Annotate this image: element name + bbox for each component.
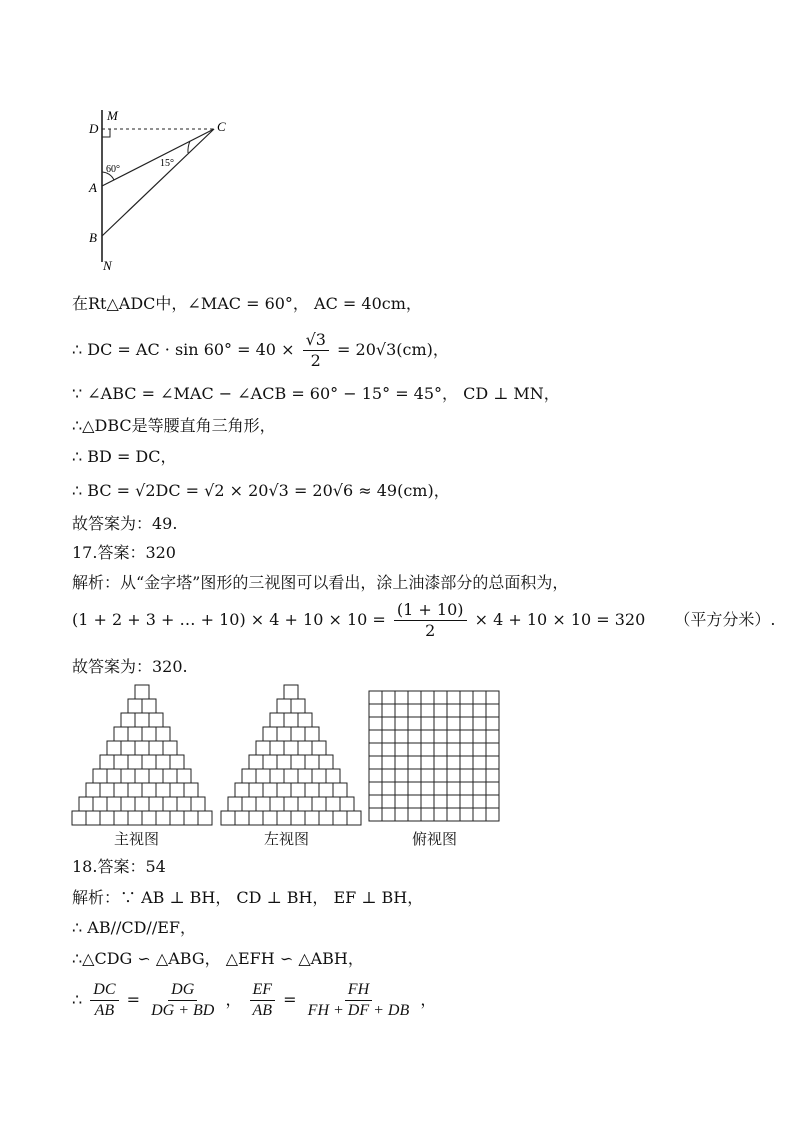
q16-line-5: ∴ BD = DC， — [72, 447, 177, 466]
grid-cell — [486, 756, 499, 769]
fraction-fh-sum — [305, 980, 413, 1021]
pyramid-block — [263, 783, 277, 797]
grid-cell — [486, 717, 499, 730]
grid-cell — [447, 691, 460, 704]
grid-cell — [369, 717, 382, 730]
fraction-denominator: 2 — [425, 621, 436, 640]
grid-cell — [434, 808, 447, 821]
pyramid-block — [114, 727, 128, 741]
pyramid-block — [135, 797, 149, 811]
grid-cell — [473, 795, 486, 808]
pyramid-block — [177, 769, 191, 783]
pyramid-block — [163, 769, 177, 783]
pyramid-block — [135, 713, 149, 727]
pyramid-block — [149, 741, 163, 755]
fraction-denominator: AB — [252, 1002, 273, 1019]
pyramid-block — [235, 783, 249, 797]
pyramid-block — [128, 727, 142, 741]
line-bc — [102, 129, 214, 236]
pyramid-block — [298, 741, 312, 755]
pyramid-block — [305, 783, 319, 797]
angle-label-a: 60° — [106, 164, 120, 175]
pyramid-block — [333, 811, 347, 825]
grid-cell — [434, 795, 447, 808]
label-m: M — [107, 108, 118, 123]
grid-cell — [434, 691, 447, 704]
pyramid-block — [156, 811, 170, 825]
pyramid-block — [100, 755, 114, 769]
pyramid-block — [298, 769, 312, 783]
grid-cell — [473, 769, 486, 782]
pyramid-block — [284, 685, 298, 699]
grid-cell — [473, 704, 486, 717]
grid-cell — [408, 717, 421, 730]
grid-cell — [473, 756, 486, 769]
pyramid-block — [319, 783, 333, 797]
grid-cell — [382, 769, 395, 782]
pyramid-block — [93, 797, 107, 811]
fraction-ef-ab — [250, 980, 276, 1021]
comma: ， — [225, 990, 247, 1009]
grid-cell — [395, 808, 408, 821]
pyramid-block — [93, 769, 107, 783]
pyramid-block — [291, 727, 305, 741]
grid-cell — [395, 730, 408, 743]
grid-cell — [421, 782, 434, 795]
pyramid-block — [277, 783, 291, 797]
label-c: C — [217, 119, 226, 134]
fraction-sum — [394, 600, 467, 641]
pyramid-block — [128, 811, 142, 825]
grid-cell — [486, 704, 499, 717]
q16-line-2-post: = 20√3(cm)， — [337, 340, 449, 359]
pyramid-block — [298, 797, 312, 811]
grid-cell — [460, 795, 473, 808]
grid-cell — [447, 808, 460, 821]
pyramid-block — [277, 811, 291, 825]
pyramid-block — [121, 713, 135, 727]
pyramid-block — [305, 755, 319, 769]
grid-cell — [421, 795, 434, 808]
therefore-symbol: ∴ — [72, 990, 83, 1009]
grid-cell — [421, 743, 434, 756]
grid-cell — [382, 782, 395, 795]
pyramid-block — [277, 699, 291, 713]
grid-cell — [473, 730, 486, 743]
grid-cell — [447, 704, 460, 717]
grid-cell — [369, 795, 382, 808]
pyramid-block — [142, 783, 156, 797]
fraction-denominator: AB — [94, 1002, 115, 1019]
caption-top-view: 俯视图 — [412, 830, 458, 848]
grid-cell — [434, 704, 447, 717]
grid-cell — [421, 769, 434, 782]
pyramid-block — [291, 699, 305, 713]
grid-cell — [473, 782, 486, 795]
q17-formula-post: × 4 + 10 × 10 = 320 — [474, 610, 646, 629]
pyramid-block — [291, 811, 305, 825]
grid-cell — [421, 756, 434, 769]
pyramid-block — [333, 783, 347, 797]
grid-cell — [382, 691, 395, 704]
grid-cell — [473, 808, 486, 821]
pyramid-block — [135, 685, 149, 699]
q16-line-3: ∵ ∠ABC = ∠MAC − ∠ACB = 60° − 15° = 45°， CD ⊥ MN， — [72, 384, 560, 403]
front-view-pyramid — [72, 685, 212, 825]
grid-cell — [460, 717, 473, 730]
fraction-denominator: FH + DF + DB — [307, 1002, 410, 1019]
pyramid-block — [184, 783, 198, 797]
grid-cell — [382, 743, 395, 756]
pyramid-block — [107, 741, 121, 755]
right-angle-mark — [102, 129, 110, 137]
grid-cell — [486, 782, 499, 795]
label-a: A — [89, 180, 97, 195]
grid-cell — [369, 808, 382, 821]
pyramid-block — [121, 769, 135, 783]
q16-answer: 故答案为：49. — [72, 514, 178, 533]
grid-cell — [382, 795, 395, 808]
pyramid-block — [249, 755, 263, 769]
pyramid-block — [319, 811, 333, 825]
grid-cell — [486, 769, 499, 782]
grid-cell — [434, 730, 447, 743]
pyramid-block — [291, 755, 305, 769]
q17-explanation: 解析：从“金字塔”图形的三视图可以看出，涂上油漆部分的总面积为， — [72, 573, 569, 592]
line-ac — [102, 129, 214, 186]
grid-cell — [434, 743, 447, 756]
pyramid-block — [191, 797, 205, 811]
pyramid-block — [170, 811, 184, 825]
fraction-denominator: DG + BD — [151, 1002, 215, 1019]
pyramid-block — [72, 811, 86, 825]
grid-cell — [369, 730, 382, 743]
grid-cell — [473, 691, 486, 704]
pyramid-block — [221, 811, 235, 825]
grid-cell — [395, 769, 408, 782]
grid-cell — [382, 756, 395, 769]
fraction-numerator: EF — [250, 980, 276, 1001]
grid-cell — [408, 730, 421, 743]
pyramid-block — [326, 769, 340, 783]
pyramid-block — [107, 769, 121, 783]
q16-line-6: ∴ BC = √2DC = √2 × 20√3 = 20√6 ≈ 49(cm)， — [72, 481, 450, 500]
pyramid-block — [114, 755, 128, 769]
pyramid-block — [163, 797, 177, 811]
grid-cell — [486, 795, 499, 808]
grid-cell — [460, 691, 473, 704]
pyramid-block — [121, 741, 135, 755]
grid-cell — [434, 769, 447, 782]
grid-cell — [421, 704, 434, 717]
grid-cell — [460, 743, 473, 756]
pyramid-block — [107, 797, 121, 811]
pyramid-block — [270, 741, 284, 755]
pyramid-block — [170, 783, 184, 797]
pyramid-block — [263, 811, 277, 825]
q17-answer-heading: 17.答案：320 — [72, 543, 176, 562]
q18-line-3: ∴ AB//CD//EF， — [72, 918, 196, 937]
pyramid-block — [142, 755, 156, 769]
grid-cell — [408, 808, 421, 821]
pyramid-block — [79, 797, 93, 811]
fraction-numerator: DC — [90, 980, 118, 1001]
q16-line-2 — [72, 330, 449, 371]
pyramid-block — [263, 727, 277, 741]
pyramid-block — [149, 797, 163, 811]
grid-cell — [473, 717, 486, 730]
grid-cell — [447, 795, 460, 808]
grid-cell — [408, 795, 421, 808]
fraction-numerator: FH — [345, 980, 372, 1001]
grid-cell — [460, 704, 473, 717]
pyramid-block — [128, 699, 142, 713]
pyramid-block — [198, 811, 212, 825]
fraction-denominator: 2 — [310, 351, 321, 370]
q16-line-1: 在Rt△ADC中，∠MAC = 60°， AC = 40cm， — [72, 294, 422, 313]
grid-cell — [408, 756, 421, 769]
pyramid-block — [340, 797, 354, 811]
pyramid-block — [270, 713, 284, 727]
grid-cell — [460, 756, 473, 769]
fraction-numerator: DG — [168, 980, 197, 1001]
pyramid-block — [242, 797, 256, 811]
grid-cell — [382, 808, 395, 821]
fraction-sqrt3-over-2 — [303, 330, 329, 371]
angle-arc-c — [188, 141, 190, 153]
geometry-figure — [0, 0, 800, 280]
q17-formula-pre: (1 + 2 + 3 + … + 10) × 4 + 10 × 10 = — [72, 610, 386, 629]
pyramid-block — [228, 797, 242, 811]
pyramid-block — [142, 811, 156, 825]
pyramid-block — [347, 811, 361, 825]
grid-cell — [408, 704, 421, 717]
pyramid-block — [156, 755, 170, 769]
pyramid-block — [326, 797, 340, 811]
fraction-dc-ab — [90, 980, 118, 1021]
pyramid-block — [312, 797, 326, 811]
pyramid-block — [177, 797, 191, 811]
grid-cell — [395, 743, 408, 756]
pyramid-block — [256, 741, 270, 755]
pyramid-block — [86, 811, 100, 825]
pyramid-block — [128, 755, 142, 769]
pyramid-block — [256, 769, 270, 783]
grid-cell — [447, 743, 460, 756]
pyramid-block — [100, 783, 114, 797]
pyramid-block — [249, 783, 263, 797]
pyramid-block — [270, 797, 284, 811]
pyramid-block — [319, 755, 333, 769]
grid-cell — [395, 782, 408, 795]
comma: ， — [420, 990, 437, 1009]
grid-cell — [447, 730, 460, 743]
grid-cell — [369, 769, 382, 782]
label-b: B — [89, 230, 97, 245]
fraction-numerator: (1 + 10) — [394, 600, 467, 621]
grid-cell — [473, 743, 486, 756]
grid-cell — [486, 808, 499, 821]
pyramid-block — [142, 699, 156, 713]
pyramid-block — [284, 769, 298, 783]
pyramid-block — [86, 783, 100, 797]
grid-cell — [447, 769, 460, 782]
grid-cell — [408, 769, 421, 782]
q18-line-5 — [72, 980, 436, 1021]
grid-cell — [421, 808, 434, 821]
q16-line-4: ∴△DBC是等腰直角三角形， — [72, 416, 276, 435]
pyramid-block — [249, 811, 263, 825]
pyramid-block — [100, 811, 114, 825]
grid-cell — [460, 808, 473, 821]
pyramid-block — [235, 811, 249, 825]
angle-label-c: 15° — [160, 158, 174, 169]
grid-cell — [486, 743, 499, 756]
grid-cell — [395, 756, 408, 769]
equals-sign: = — [126, 990, 141, 1009]
pyramid-block — [170, 755, 184, 769]
pyramid-block — [149, 713, 163, 727]
pyramid-block — [242, 769, 256, 783]
pyramid-block — [114, 783, 128, 797]
grid-cell — [408, 782, 421, 795]
caption-front-view: 主视图 — [114, 830, 160, 848]
pyramid-block — [305, 727, 319, 741]
pyramid-block — [284, 741, 298, 755]
pyramid-block — [284, 797, 298, 811]
grid-cell — [460, 782, 473, 795]
grid-cell — [382, 730, 395, 743]
grid-cell — [421, 717, 434, 730]
pyramid-block — [128, 783, 142, 797]
equals-sign: = — [283, 990, 297, 1009]
pyramid-block — [114, 811, 128, 825]
grid-cell — [460, 769, 473, 782]
grid-cell — [421, 730, 434, 743]
fraction-numerator: √3 — [303, 330, 329, 351]
pyramid-block — [149, 769, 163, 783]
pyramid-block — [305, 811, 319, 825]
q18-answer-heading: 18.答案：54 — [72, 857, 166, 876]
grid-cell — [382, 717, 395, 730]
pyramid-block — [291, 783, 305, 797]
grid-cell — [434, 717, 447, 730]
pyramid-block — [135, 769, 149, 783]
grid-cell — [447, 782, 460, 795]
grid-cell — [408, 743, 421, 756]
pyramid-block — [284, 713, 298, 727]
top-view-grid — [369, 691, 499, 821]
pyramid-block — [312, 741, 326, 755]
grid-cell — [369, 782, 382, 795]
grid-cell — [369, 691, 382, 704]
q17-formula — [72, 600, 775, 641]
pyramid-block — [256, 797, 270, 811]
grid-cell — [408, 691, 421, 704]
pyramid-block — [121, 797, 135, 811]
pyramid-block — [263, 755, 277, 769]
grid-cell — [395, 795, 408, 808]
grid-cell — [395, 717, 408, 730]
q17-answer: 故答案为：320. — [72, 657, 188, 676]
q18-line-4: ∴△CDG ∽ △ABG， △EFH ∽ △ABH， — [72, 949, 364, 968]
pyramid-block — [135, 741, 149, 755]
pyramid-block — [156, 783, 170, 797]
grid-cell — [369, 756, 382, 769]
pyramid-block — [270, 769, 284, 783]
pyramid-block — [277, 755, 291, 769]
grid-cell — [369, 704, 382, 717]
pyramid-block — [184, 811, 198, 825]
caption-left-view: 左视图 — [264, 830, 310, 848]
grid-cell — [395, 691, 408, 704]
grid-cell — [460, 730, 473, 743]
grid-cell — [395, 704, 408, 717]
label-d: D — [89, 121, 99, 136]
pyramid-block — [277, 727, 291, 741]
grid-cell — [486, 730, 499, 743]
grid-cell — [382, 704, 395, 717]
q18-line-2: 解析：∵ AB ⊥ BH， CD ⊥ BH， EF ⊥ BH， — [72, 888, 424, 907]
grid-cell — [369, 743, 382, 756]
pyramid-block — [142, 727, 156, 741]
pyramid-block — [163, 741, 177, 755]
grid-cell — [434, 756, 447, 769]
q17-unit: （平方分米）. — [674, 610, 776, 629]
label-n: N — [103, 258, 112, 273]
q16-line-2-pre: ∴ DC = AC · sin 60° = 40 × — [72, 340, 295, 359]
pyramid-block — [156, 727, 170, 741]
fraction-dg-sum — [148, 980, 217, 1021]
pyramid-block — [298, 713, 312, 727]
grid-cell — [447, 717, 460, 730]
grid-cell — [434, 782, 447, 795]
pyramid-block — [312, 769, 326, 783]
left-view-pyramid — [221, 685, 361, 825]
grid-cell — [421, 691, 434, 704]
grid-cell — [486, 691, 499, 704]
grid-cell — [447, 756, 460, 769]
